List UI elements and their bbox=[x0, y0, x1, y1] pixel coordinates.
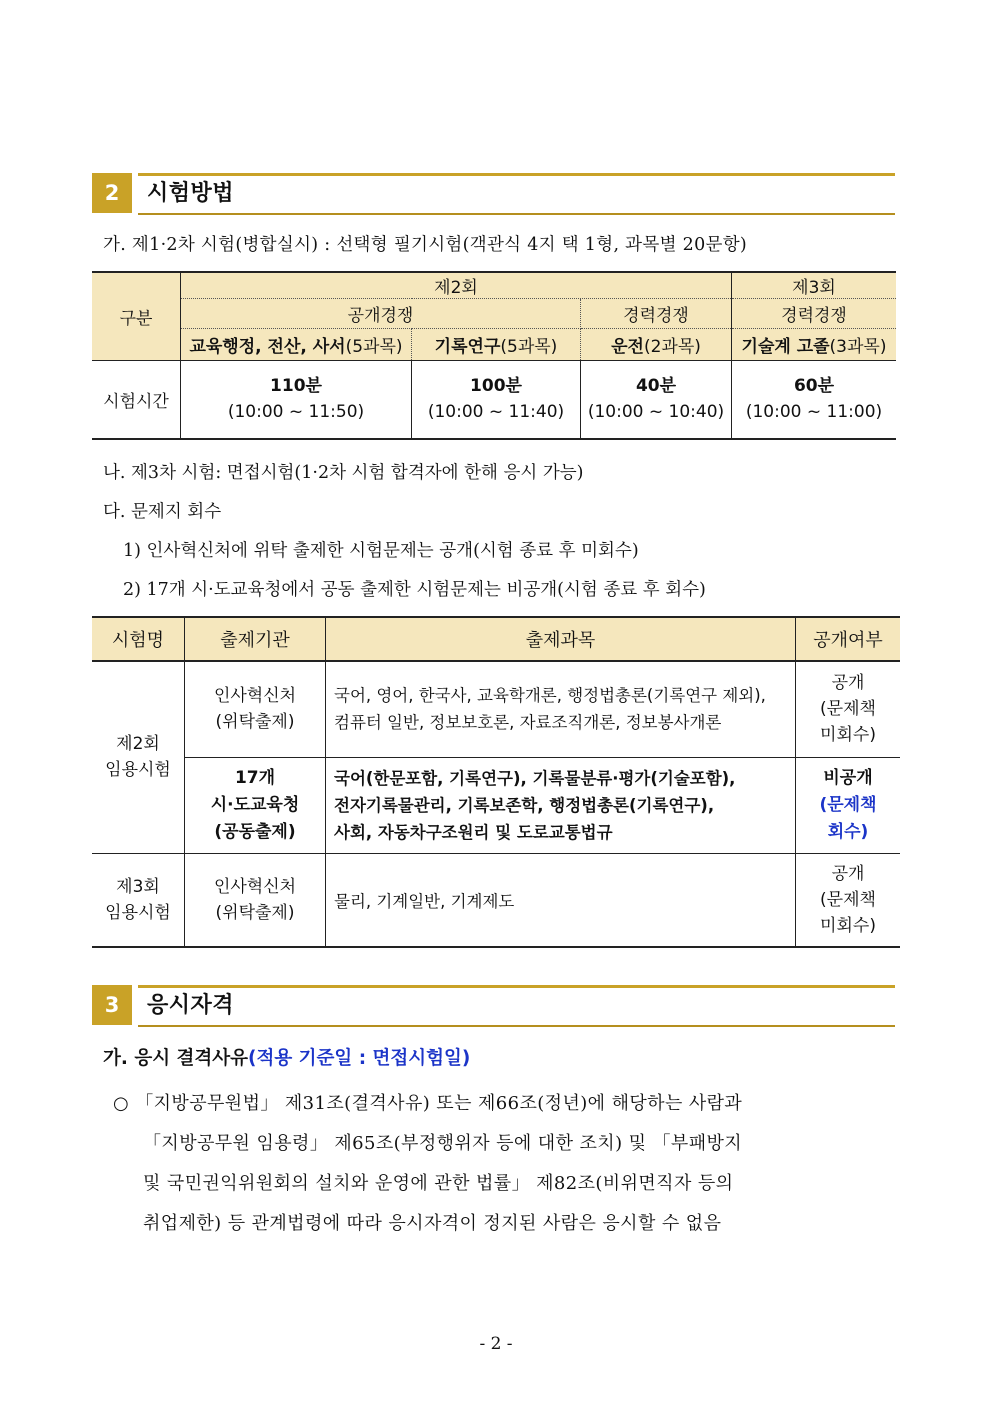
header-round3: 제3회 bbox=[732, 272, 897, 299]
header-rule bbox=[138, 985, 895, 988]
question-paper-table bbox=[92, 616, 900, 948]
th-subjects: 출제과목 bbox=[326, 617, 796, 661]
time-cell: 40분 (10:00 ~ 10:40) bbox=[581, 361, 732, 439]
exam-round3: 제3회 임용시험 bbox=[92, 853, 185, 947]
qualification-ga: 가. 응시 결격사유(적용 기준일 : 면접시험일) bbox=[103, 1048, 471, 1069]
exam-method-ga: 가. 제1·2차 시험(병합실시) : 선택형 필기시험(객관식 4지 택 1형, 과목별 20문항) bbox=[103, 235, 748, 255]
subjects-cell: 국어(한문포함, 기록연구), 기록물분류·평가(기술포함), 전자기록물관리, 기록보존학, 행정법총론(기록연구), 사회, 자동차구조원리 및 도로교통법규 bbox=[326, 757, 796, 853]
section-2-header bbox=[92, 173, 895, 213]
subject-group-1: 교육행정, 전산, 사서(5과목) bbox=[181, 329, 412, 361]
time-label: 시험시간 bbox=[92, 361, 181, 439]
exam-round2: 제2회 임용시험 bbox=[92, 661, 185, 853]
header-rule bbox=[138, 173, 895, 176]
header-gubun: 구분 bbox=[92, 272, 181, 361]
subjects-cell: 물리, 기계일반, 기계제도 bbox=[326, 853, 796, 947]
page-number: - 2 - bbox=[479, 1334, 513, 1354]
header-career-comp-3: 경력경쟁 bbox=[732, 299, 897, 329]
subject-group-3: 운전(2과목) bbox=[581, 329, 732, 361]
public-cell: 공개 (문제책 미회수) bbox=[796, 853, 901, 947]
header-round2: 제2회 bbox=[181, 272, 732, 299]
subject-group-4: 기술계 고졸(3과목) bbox=[732, 329, 897, 361]
section-number: 3 bbox=[92, 985, 132, 1025]
section-title: 응시자격 bbox=[147, 993, 235, 1018]
th-org: 출제기관 bbox=[185, 617, 326, 661]
exam-time-table bbox=[92, 271, 896, 440]
section-3-header bbox=[92, 985, 895, 1025]
exam-method-da-1: 1) 인사혁신처에 위탁 출제한 시험문제는 공개(시험 종료 후 미회수) bbox=[123, 541, 639, 561]
header-open-comp: 공개경쟁 bbox=[181, 299, 581, 329]
disqualification-para-line: 「지방공무원 임용령」 제65조(부정행위자 등에 대한 조치) 및 「부패방지 bbox=[143, 1133, 743, 1154]
exam-method-da: 다. 문제지 회수 bbox=[103, 502, 222, 522]
disqualification-para-line: ○ 「지방공무원법」 제31조(결격사유) 또는 제66조(정년)에 해당하는 사람과 bbox=[113, 1093, 743, 1114]
exam-method-da-2: 2) 17개 시·도교육청에서 공동 출제한 시험문제는 비공개(시험 종료 후 회수) bbox=[123, 580, 706, 600]
subjects-cell: 국어, 영어, 한국사, 교육학개론, 행정법총론(기록연구 제외), 컴퓨터 일반, 정보보호론, 자료조직개론, 정보봉사개론 bbox=[326, 661, 796, 757]
subject-group-2: 기록연구(5과목) bbox=[412, 329, 581, 361]
time-cell: 100분 (10:00 ~ 11:40) bbox=[412, 361, 581, 439]
exam-method-na: 나. 제3차 시험: 면접시험(1·2차 시험 합격자에 한해 응시 가능) bbox=[103, 463, 584, 483]
disqualification-para-line: 및 국민권익위원회의 설치와 운영에 관한 법률」 제82조(비위면직자 등의 bbox=[143, 1173, 734, 1194]
disqualification-para-line: 취업제한) 등 관계법령에 따라 응시자격이 정지된 사람은 응시할 수 없음 bbox=[143, 1213, 722, 1234]
org-cell: 인사혁신처 (위탁출제) bbox=[185, 853, 326, 947]
header-underline bbox=[138, 1025, 895, 1027]
time-cell: 60분 (10:00 ~ 11:00) bbox=[732, 361, 897, 439]
public-cell: 비공개 (문제책 회수) bbox=[796, 757, 901, 853]
section-number: 2 bbox=[92, 173, 132, 213]
header-underline bbox=[138, 213, 895, 215]
public-cell: 공개 (문제책 미회수) bbox=[796, 661, 901, 757]
time-cell: 110분 (10:00 ~ 11:50) bbox=[181, 361, 412, 439]
th-public: 공개여부 bbox=[796, 617, 901, 661]
org-cell: 17개 시·도교육청 (공동출제) bbox=[185, 757, 326, 853]
th-exam-name: 시험명 bbox=[92, 617, 185, 661]
header-career-comp: 경력경쟁 bbox=[581, 299, 732, 329]
section-title: 시험방법 bbox=[147, 181, 235, 206]
org-cell: 인사혁신처 (위탁출제) bbox=[185, 661, 326, 757]
